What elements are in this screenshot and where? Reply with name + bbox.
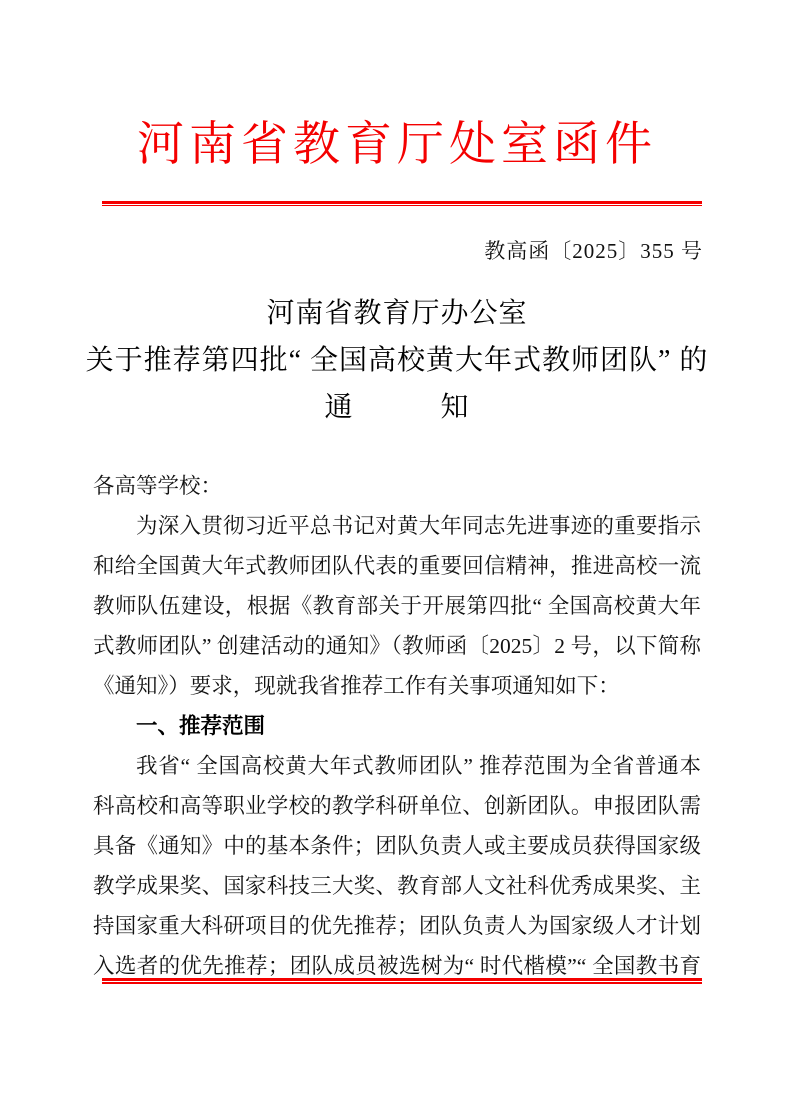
body-line: 为深入贯彻习近平总书记对黄大年同志先进事迹的重要指示	[136, 514, 701, 538]
body-line: 我省“ 全国高校黄大年式教师团队” 推荐范围为全省普通本	[136, 754, 701, 778]
body-line: 入选者的优先推荐；团队成员被选树为“ 时代楷模”“ 全国教书育	[93, 954, 701, 978]
body-line: 式教师团队” 创建活动的通知》（教师函〔2025〕2 号，以下简称	[93, 634, 701, 658]
body-line: 持国家重大科研项目的优先推荐；团队负责人为国家级人才计划	[93, 914, 701, 938]
red-divider-bottom	[102, 978, 702, 984]
body-line: 科高校和高等职业学校的教学科研单位、创新团队。申报团队需	[93, 794, 701, 818]
body-line: 和给全国黄大年式教师团队代表的重要回信精神，推进高校一流	[93, 554, 701, 578]
red-divider-top	[102, 201, 702, 206]
letterhead-title: 河南省教育厅处室函件	[137, 119, 657, 171]
body-line: 教学成果奖、国家科技三大奖、教育部人文社科优秀成果奖、主	[93, 874, 701, 898]
doc-number: 教高函〔2025〕355 号	[484, 239, 703, 263]
body-line: 教师队伍建设，根据《教育部关于开展第四批“ 全国高校黄大年	[93, 594, 701, 618]
title-line-2: 关于推荐第四批“ 全国高校黄大年式教师团队” 的	[85, 345, 709, 376]
body-line: 《通知》）要求，现就我省推荐工作有关事项通知如下：	[93, 674, 620, 698]
title-line-3: 通 知	[324, 392, 470, 423]
section-heading-1: 一、推荐范围	[136, 714, 266, 738]
body-line: 具备《通知》中的基本条件；团队负责人或主要成员获得国家级	[93, 834, 701, 858]
title-line-1: 河南省教育厅办公室	[266, 298, 528, 329]
greeting-line: 各高等学校：	[93, 474, 223, 498]
document-body	[93, 466, 701, 986]
document-title	[0, 290, 794, 431]
